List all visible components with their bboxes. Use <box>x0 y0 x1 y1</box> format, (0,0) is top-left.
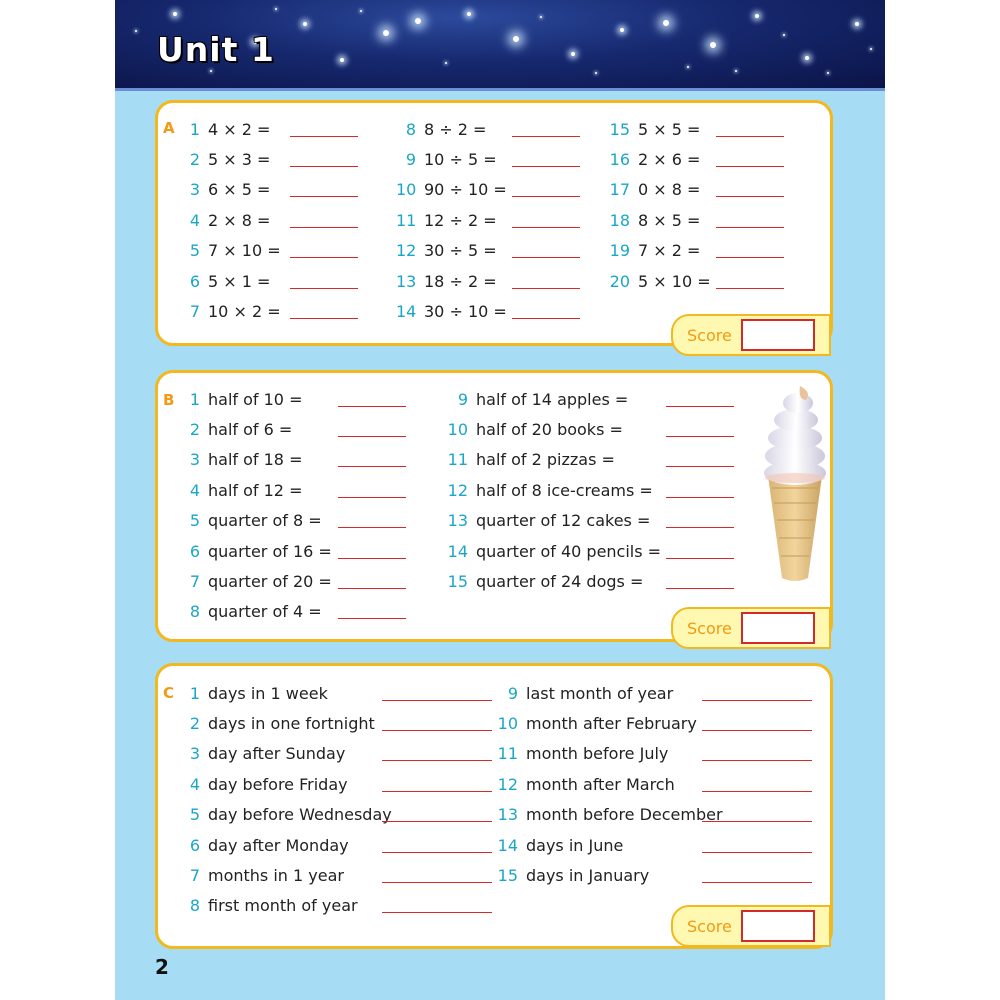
star-icon <box>210 70 212 72</box>
question-text: half of 2 pizzas = <box>476 450 615 470</box>
question-text: 5 × 10 = <box>638 271 711 291</box>
answer-line[interactable] <box>512 213 580 228</box>
question-text: days in January <box>526 865 650 885</box>
question-text: day before Wednesday <box>208 805 392 825</box>
question-text: 2 × 8 = <box>208 210 271 230</box>
answer-line[interactable] <box>666 452 734 467</box>
star-icon <box>687 66 689 68</box>
answer-line[interactable] <box>666 574 734 589</box>
question-number: 2 <box>189 713 200 733</box>
question-text: quarter of 8 = <box>208 511 322 531</box>
star-icon <box>360 10 362 12</box>
answer-line[interactable] <box>382 807 492 822</box>
question-row <box>180 711 492 735</box>
question-text: 30 ÷ 10 = <box>424 301 507 321</box>
star-icon <box>827 72 829 74</box>
score-input[interactable] <box>741 910 815 942</box>
question-text: 4 × 2 = <box>208 119 271 139</box>
question-number: 17 <box>609 180 630 200</box>
question-text: half of 12 = <box>208 480 303 500</box>
question-number: 15 <box>609 119 630 139</box>
question-number: 1 <box>189 683 200 703</box>
question-row <box>180 681 492 705</box>
question-number: 4 <box>189 480 200 500</box>
question-row <box>180 417 406 441</box>
question-row <box>180 117 358 141</box>
question-row <box>180 299 358 323</box>
question-number: 4 <box>189 774 200 794</box>
question-text: 2 × 6 = <box>638 149 701 169</box>
question-number: 12 <box>497 774 518 794</box>
question-row <box>180 239 358 263</box>
answer-line[interactable] <box>290 304 358 319</box>
star-icon <box>571 52 575 56</box>
question-text: 90 ÷ 10 = <box>424 180 507 200</box>
question-number: 2 <box>189 149 200 169</box>
star-icon <box>710 42 716 48</box>
question-row <box>180 600 406 624</box>
question-number: 3 <box>189 180 200 200</box>
question-number: 5 <box>189 241 200 261</box>
star-icon <box>383 30 389 36</box>
answer-line[interactable] <box>702 686 812 701</box>
question-text: 18 ÷ 2 = <box>424 271 497 291</box>
answer-line[interactable] <box>290 122 358 137</box>
question-text: quarter of 4 = <box>208 602 322 622</box>
answer-line[interactable] <box>716 122 784 137</box>
star-icon <box>735 70 737 72</box>
star-icon <box>275 8 277 10</box>
question-row <box>606 239 784 263</box>
question-row <box>494 833 812 857</box>
question-row <box>606 178 784 202</box>
question-text: half of 20 books = <box>476 419 623 439</box>
question-row <box>180 208 358 232</box>
question-row <box>494 742 812 766</box>
score-section-a <box>671 314 831 356</box>
answer-line[interactable] <box>716 182 784 197</box>
question-text: 5 × 1 = <box>208 271 271 291</box>
question-text: months in 1 year <box>208 865 344 885</box>
question-number: 14 <box>447 541 468 561</box>
answer-line[interactable] <box>666 392 734 407</box>
question-number: 9 <box>405 149 416 169</box>
question-number: 1 <box>189 119 200 139</box>
answer-line[interactable] <box>338 422 406 437</box>
question-number: 6 <box>189 835 200 855</box>
question-text: 10 ÷ 5 = <box>424 149 497 169</box>
question-row <box>180 509 406 533</box>
question-row <box>494 772 812 796</box>
question-text: half of 8 ice-creams = <box>476 480 653 500</box>
score-section-b <box>671 607 831 649</box>
question-text: half of 14 apples = <box>476 389 629 409</box>
question-number: 8 <box>405 119 416 139</box>
question-row <box>396 208 580 232</box>
question-number: 18 <box>609 210 630 230</box>
star-icon <box>855 22 859 26</box>
answer-line[interactable] <box>702 716 812 731</box>
answer-line[interactable] <box>716 213 784 228</box>
score-label: Score <box>687 325 732 345</box>
question-number: 4 <box>189 210 200 230</box>
answer-line[interactable] <box>290 152 358 167</box>
question-number: 19 <box>609 241 630 261</box>
question-row <box>396 147 580 171</box>
worksheet-page <box>115 0 885 1000</box>
question-number: 7 <box>189 571 200 591</box>
ice-cream-cone-image <box>760 378 830 583</box>
question-number: 6 <box>189 271 200 291</box>
star-icon <box>595 72 597 74</box>
question-text: 8 ÷ 2 = <box>424 119 487 139</box>
question-text: quarter of 16 = <box>208 541 332 561</box>
question-text: 10 × 2 = <box>208 301 281 321</box>
answer-line[interactable] <box>512 274 580 289</box>
question-text: quarter of 20 = <box>208 571 332 591</box>
answer-line[interactable] <box>716 152 784 167</box>
score-label: Score <box>687 618 732 638</box>
question-row <box>606 147 784 171</box>
question-row <box>180 863 492 887</box>
star-icon <box>755 14 759 18</box>
question-row <box>494 711 812 735</box>
question-number: 10 <box>396 180 417 200</box>
question-row <box>180 894 492 918</box>
question-row <box>494 863 812 887</box>
answer-line[interactable] <box>382 746 492 761</box>
question-number: 13 <box>396 271 417 291</box>
question-text: 5 × 3 = <box>208 149 271 169</box>
answer-line[interactable] <box>290 243 358 258</box>
question-number: 7 <box>189 865 200 885</box>
question-row <box>396 178 580 202</box>
question-number: 15 <box>497 865 518 885</box>
section-letter: C <box>163 684 175 702</box>
question-text: days in one fortnight <box>208 713 375 733</box>
question-row <box>180 833 492 857</box>
star-icon <box>135 30 137 32</box>
question-text: 8 × 5 = <box>638 210 701 230</box>
question-text: day before Friday <box>208 774 348 794</box>
answer-line[interactable] <box>338 392 406 407</box>
question-row <box>180 387 406 411</box>
answer-line[interactable] <box>338 574 406 589</box>
answer-line[interactable] <box>382 716 492 731</box>
question-row <box>606 208 784 232</box>
star-icon <box>340 58 344 62</box>
question-number: 12 <box>447 480 468 500</box>
question-text: 30 ÷ 5 = <box>424 241 497 261</box>
question-text: 12 ÷ 2 = <box>424 210 497 230</box>
question-text: half of 18 = <box>208 450 303 470</box>
answer-line[interactable] <box>512 304 580 319</box>
answer-line[interactable] <box>716 274 784 289</box>
question-number: 11 <box>497 744 518 764</box>
star-icon <box>870 48 872 50</box>
star-icon <box>467 12 471 16</box>
star-icon <box>805 56 809 60</box>
question-number: 11 <box>447 450 468 470</box>
star-icon <box>513 36 519 42</box>
question-number: 5 <box>189 805 200 825</box>
question-number: 16 <box>609 149 630 169</box>
question-number: 1 <box>189 389 200 409</box>
question-row <box>180 448 406 472</box>
question-row <box>442 448 734 472</box>
star-icon <box>540 16 542 18</box>
question-text: 7 × 2 = <box>638 241 701 261</box>
star-icon <box>663 20 669 26</box>
question-number: 6 <box>189 541 200 561</box>
question-row <box>442 569 734 593</box>
question-text: first month of year <box>208 896 358 916</box>
starry-header-banner <box>115 0 885 91</box>
answer-line[interactable] <box>702 807 812 822</box>
question-number: 10 <box>497 713 518 733</box>
question-row <box>442 509 734 533</box>
section-letter: A <box>163 119 175 137</box>
question-row <box>396 269 580 293</box>
question-text: last month of year <box>526 683 674 703</box>
section-b-box <box>155 370 833 642</box>
score-section-c <box>671 905 831 947</box>
answer-line[interactable] <box>338 604 406 619</box>
score-input[interactable] <box>741 319 815 351</box>
score-input[interactable] <box>741 612 815 644</box>
question-row <box>442 539 734 563</box>
question-row <box>396 299 580 323</box>
answer-line[interactable] <box>382 777 492 792</box>
question-number: 15 <box>447 571 468 591</box>
score-label: Score <box>687 916 732 936</box>
answer-line[interactable] <box>338 452 406 467</box>
answer-line[interactable] <box>382 686 492 701</box>
answer-line[interactable] <box>338 483 406 498</box>
question-row <box>180 178 358 202</box>
answer-line[interactable] <box>338 544 406 559</box>
answer-line[interactable] <box>290 274 358 289</box>
question-row <box>606 117 784 141</box>
question-text: 6 × 5 = <box>208 180 271 200</box>
question-text: half of 10 = <box>208 389 303 409</box>
section-letter: B <box>163 391 175 409</box>
question-row <box>180 539 406 563</box>
answer-line[interactable] <box>382 898 492 913</box>
answer-line[interactable] <box>338 513 406 528</box>
question-row <box>396 239 580 263</box>
question-text: month before December <box>526 805 723 825</box>
answer-line[interactable] <box>666 422 734 437</box>
question-number: 7 <box>189 301 200 321</box>
question-number: 9 <box>507 683 518 703</box>
question-text: 7 × 10 = <box>208 241 281 261</box>
question-text: month before July <box>526 744 669 764</box>
question-text: day after Monday <box>208 835 349 855</box>
question-text: month after February <box>526 713 697 733</box>
star-icon <box>173 12 177 16</box>
question-text: month after March <box>526 774 675 794</box>
answer-line[interactable] <box>512 152 580 167</box>
answer-line[interactable] <box>512 182 580 197</box>
question-number: 20 <box>609 271 630 291</box>
star-icon <box>445 62 447 64</box>
answer-line[interactable] <box>702 777 812 792</box>
question-row <box>180 742 492 766</box>
page-title: Unit 1 <box>157 30 275 69</box>
star-icon <box>783 34 785 36</box>
question-number: 11 <box>396 210 417 230</box>
question-number: 14 <box>497 835 518 855</box>
answer-line[interactable] <box>382 868 492 883</box>
answer-line[interactable] <box>666 483 734 498</box>
question-text: half of 6 = <box>208 419 293 439</box>
answer-line[interactable] <box>382 838 492 853</box>
question-row <box>180 569 406 593</box>
question-text: 5 × 5 = <box>638 119 701 139</box>
question-number: 9 <box>457 389 468 409</box>
question-row <box>180 772 492 796</box>
answer-line[interactable] <box>702 838 812 853</box>
section-a-box <box>155 100 833 346</box>
question-row <box>442 387 734 411</box>
question-text: 0 × 8 = <box>638 180 701 200</box>
question-number: 8 <box>189 602 200 622</box>
answer-line[interactable] <box>702 746 812 761</box>
question-number: 12 <box>396 241 417 261</box>
question-row <box>442 417 734 441</box>
answer-line[interactable] <box>512 122 580 137</box>
answer-line[interactable] <box>290 182 358 197</box>
question-text: days in June <box>526 835 624 855</box>
answer-line[interactable] <box>666 544 734 559</box>
star-icon <box>620 28 624 32</box>
question-text: day after Sunday <box>208 744 346 764</box>
star-icon <box>303 22 307 26</box>
question-row <box>180 147 358 171</box>
answer-line[interactable] <box>290 213 358 228</box>
question-number: 3 <box>189 450 200 470</box>
question-text: quarter of 12 cakes = <box>476 511 651 531</box>
question-number: 5 <box>189 511 200 531</box>
question-text: days in 1 week <box>208 683 328 703</box>
question-number: 13 <box>497 805 518 825</box>
question-row <box>180 478 406 502</box>
question-row <box>180 803 492 827</box>
question-row <box>606 269 784 293</box>
question-number: 14 <box>396 301 417 321</box>
question-number: 3 <box>189 744 200 764</box>
page-number: 2 <box>155 955 169 979</box>
question-text: quarter of 40 pencils = <box>476 541 662 561</box>
question-number: 13 <box>447 511 468 531</box>
question-row <box>442 478 734 502</box>
answer-line[interactable] <box>702 868 812 883</box>
question-row <box>494 681 812 705</box>
answer-line[interactable] <box>716 243 784 258</box>
question-number: 10 <box>447 419 468 439</box>
question-row <box>396 117 580 141</box>
question-number: 8 <box>189 896 200 916</box>
question-row <box>494 803 812 827</box>
question-text: quarter of 24 dogs = <box>476 571 644 591</box>
question-number: 2 <box>189 419 200 439</box>
answer-line[interactable] <box>512 243 580 258</box>
question-row <box>180 269 358 293</box>
star-icon <box>415 18 421 24</box>
answer-line[interactable] <box>666 513 734 528</box>
